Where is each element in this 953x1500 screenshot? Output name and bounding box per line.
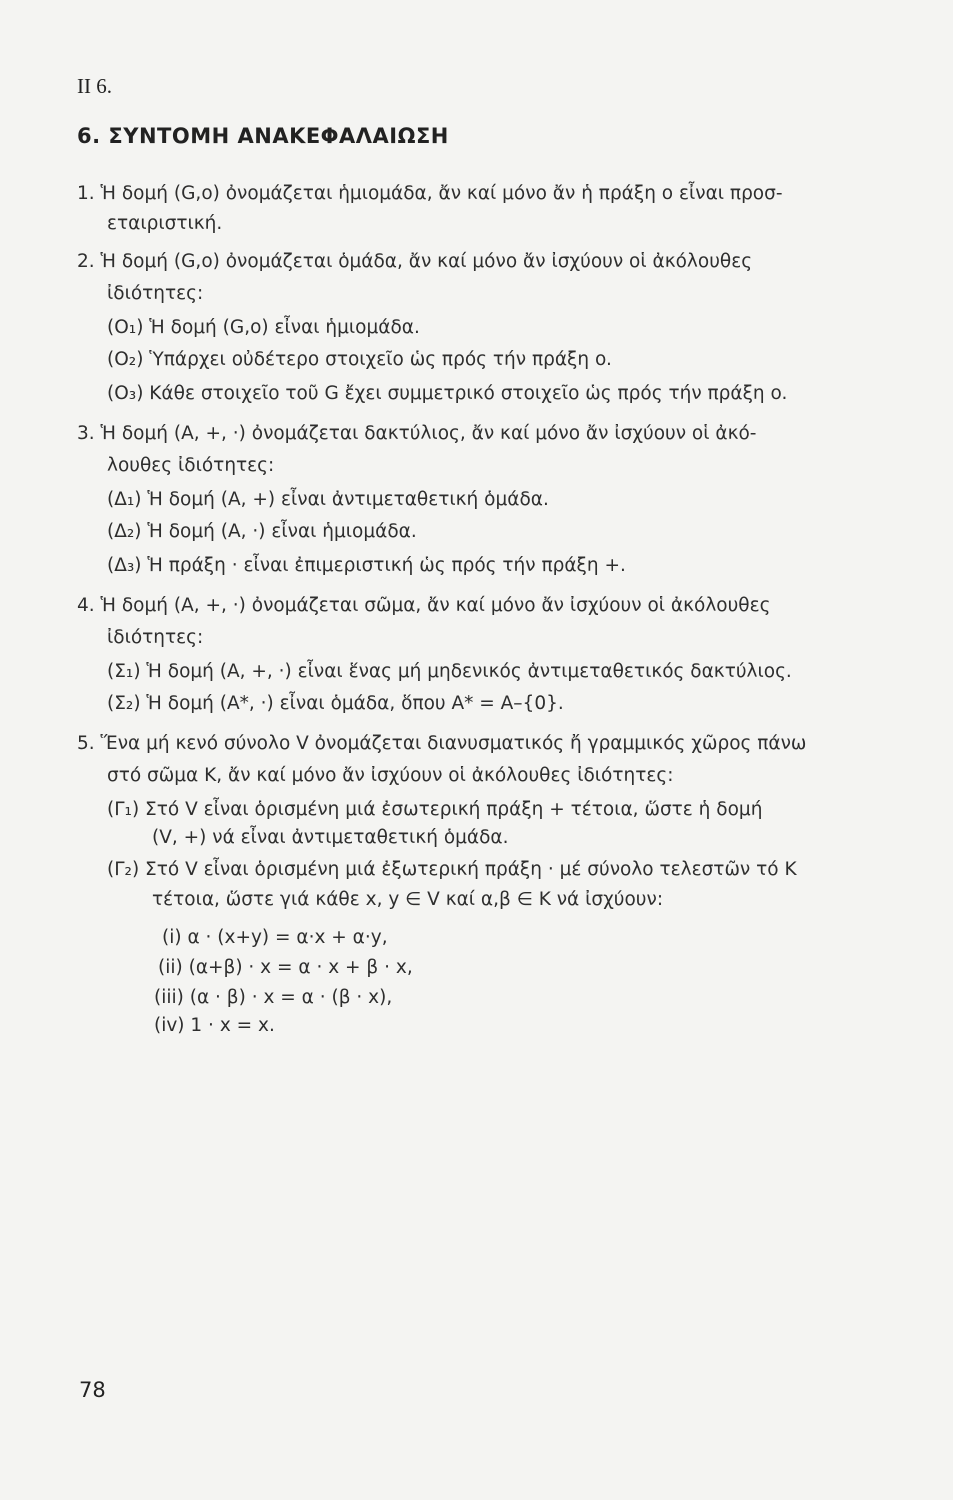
axiom-i: (i) α · (x+y) = α·x + α·y, xyxy=(162,927,388,948)
property-s1: (Σ₁) Ἡ δομή (A, +, ·) εἶναι ἕνας μή μηδενικός ἀντιμεταθετικός δακτύλιος. xyxy=(107,661,792,682)
item-4-line-1: 4. Ἡ δομή (A, +, ·) ὀνομάζεται σῶμα, ἄν καί μόνο ἄν ἰσχύουν οἱ ἀκόλουθες xyxy=(77,595,771,616)
axiom-iv: (iv) 1 · x = x. xyxy=(154,1015,275,1036)
item-2-line-2: ἰδιότητες: xyxy=(107,283,204,304)
section-title: 6. ΣΥΝΤΟΜΗ ΑΝΑΚΕΦΑΛΑΙΩΣΗ xyxy=(77,124,449,148)
property-d1: (Δ₁) Ἡ δομή (A, +) εἶναι ἀντιμεταθετική ὁμάδα. xyxy=(107,489,549,510)
item-5-line-2: στό σῶμα K, ἄν καί μόνο ἄν ἰσχύουν οἱ ἀκόλουθες ἰδιότητες: xyxy=(107,765,674,786)
property-s2: (Σ₂) Ἡ δομή (A*, ·) εἶναι ὁμάδα, ὅπου A* = A–{0}. xyxy=(107,693,564,714)
property-g1-line-1: (Γ₁) Στό V εἶναι ὁρισμένη μιά ἐσωτερική πράξη + τέτοια, ὥστε ἡ δομή xyxy=(107,799,763,820)
item-1-line-2: εταιριστική. xyxy=(107,213,223,234)
item-5-line-1: 5. Ἕνα μή κενό σύνολο V ὀνομάζεται διανυσματικός ἤ γραμμικός χῶρος πάνω xyxy=(77,733,807,754)
property-o2: (O₂) Ὑπάρχει οὐδέτερο στοιχεῖο ὡς πρός τήν πράξη o. xyxy=(107,349,612,370)
page-number: 78 xyxy=(79,1378,106,1402)
property-g2-line-1: (Γ₂) Στό V εἶναι ὁρισμένη μιά ἐξωτερική πράξη · μέ σύνολο τελεστῶν τό K xyxy=(107,859,797,880)
property-o1: (O₁) Ἡ δομή (G,o) εἶναι ἡμιομάδα. xyxy=(107,317,420,338)
axiom-iii: (iii) (α · β) · x = α · (β · x), xyxy=(154,987,393,1008)
property-g2-line-2: τέτοια, ὥστε γιά κάθε x, y ∈ V καί α,β ∈ K νά ἰσχύουν: xyxy=(152,889,664,910)
item-2-line-1: 2. Ἡ δομή (G,o) ὀνομάζεται ὁμάδα, ἄν καί μόνο ἄν ἰσχύουν οἱ ἀκόλουθες xyxy=(77,251,753,272)
chapter-reference: II 6. xyxy=(77,74,112,98)
item-4-line-2: ἰδιότητες: xyxy=(107,627,204,648)
item-3-line-2: λουθες ἰδιότητες: xyxy=(107,455,275,476)
property-g1-line-2: (V, +) νά εἶναι ἀντιμεταθετική ὁμάδα. xyxy=(152,827,509,848)
item-3-line-1: 3. Ἡ δομή (A, +, ·) ὀνομάζεται δακτύλιος, ἄν καί μόνο ἄν ἰσχύουν οἱ ἀκό- xyxy=(77,423,757,444)
axiom-ii: (ii) (α+β) · x = α · x + β · x, xyxy=(158,957,413,978)
property-d2: (Δ₂) Ἡ δομή (A, ·) εἶναι ἡμιομάδα. xyxy=(107,521,417,542)
property-d3: (Δ₃) Ἡ πράξη · εἶναι ἐπιμεριστική ὡς πρός τήν πράξη +. xyxy=(107,555,626,576)
item-1-line-1: 1. Ἡ δομή (G,o) ὀνομάζεται ἡμιομάδα, ἄν καί μόνο ἄν ἡ πράξη o εἶναι προσ- xyxy=(77,183,783,204)
property-o3: (O₃) Κάθε στοιχεῖο τοῦ G ἔχει συμμετρικό στοιχεῖο ὡς πρός τήν πράξη o. xyxy=(107,383,788,404)
